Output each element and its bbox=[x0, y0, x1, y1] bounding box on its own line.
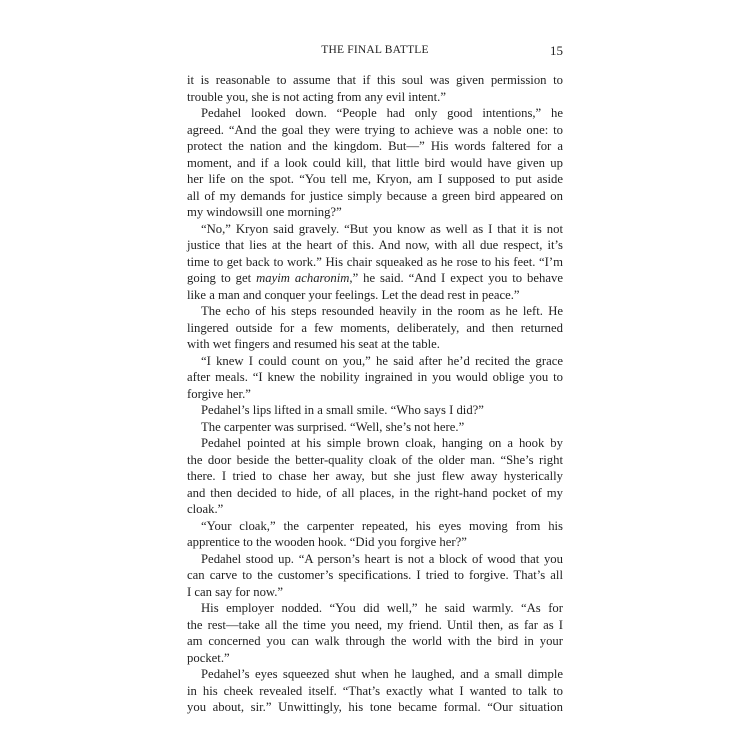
text-segment: going to get bbox=[187, 271, 257, 285]
text-line: Pedahel pointed at his simple brown cloak, hanging on a hook by bbox=[201, 436, 563, 450]
text-line: with wet fingers and resumed his seat at the table. bbox=[187, 337, 440, 351]
text-line: cloak.” bbox=[187, 502, 224, 516]
paragraph bbox=[187, 402, 563, 419]
text-line: you about, sir.” Unwittingly, his tone became formal. “Our situation bbox=[187, 700, 563, 714]
text-segment: ,” he said. “And I expect you to behave bbox=[349, 271, 563, 285]
text-line: forgive her.” bbox=[187, 386, 251, 401]
text-line: the door beside the better-quality cloak of the older man. “She’s right bbox=[187, 452, 563, 467]
text-line: can carve to the customer’s specifications. I tried to forgive. That’s all bbox=[187, 568, 563, 582]
text-line: Pedahel’s eyes squeezed shut when he laughed, and a small dimple bbox=[201, 667, 563, 681]
text-line: my windowsill one morning?” bbox=[187, 205, 342, 219]
text-line: protect the nation and the kingdom. But—” His words faltered for a bbox=[187, 139, 563, 153]
text-line: trouble you, she is not acting from any evil intent.” bbox=[187, 89, 446, 104]
paragraph bbox=[187, 105, 563, 221]
text-line: time to get back to work.” His chair squeaked as he rose to his feet. “I’m bbox=[187, 254, 563, 269]
text-line: her life on the spot. “You tell me, Kryon, am I supposed to put aside bbox=[187, 172, 563, 186]
text-line: Pedahel stood up. “A person’s heart is not a block of wood that you bbox=[201, 551, 563, 566]
text-line: like a man and conquer your feelings. Let the dead rest in peace.” bbox=[187, 287, 520, 302]
text-line: in his cheek revealed itself. “That’s exactly what I wanted to talk to bbox=[187, 683, 563, 698]
text-line: The carpenter was surprised. “Well, she’s not here.” bbox=[201, 419, 465, 434]
text-line: after meals. “I knew the nobility ingrained in you would oblige you to bbox=[187, 370, 563, 384]
text-line: am concerned you can walk through the world with the bird in your bbox=[187, 634, 563, 648]
paragraph bbox=[187, 353, 563, 403]
text-line: all of my demands for justice simply because a green bird appeared on bbox=[187, 188, 563, 203]
text-line: “No,” Kryon said gravely. “But you know as well as I that it is not bbox=[201, 221, 563, 236]
text-line: and then decided to hide, of all places, in the right-hand pocket of my bbox=[187, 485, 563, 500]
paragraph bbox=[187, 600, 563, 666]
italic-term: mayim acharonim bbox=[256, 271, 350, 285]
running-title: THE FINAL BATTLE bbox=[321, 44, 429, 56]
paragraph bbox=[187, 72, 563, 105]
text-line: moment, and if a look could kill, that little bird would have given up bbox=[187, 155, 563, 170]
page-number: 15 bbox=[550, 43, 563, 58]
paragraph bbox=[187, 518, 563, 551]
text-line: justice that lies at the heart of this. And now, with all due respect, it’s bbox=[187, 238, 563, 252]
text-line: Pedahel looked down. “People had only good intentions,” he bbox=[201, 106, 563, 120]
text-line: “Your cloak,” the carpenter repeated, his eyes moving from his bbox=[201, 518, 563, 533]
text-line: His employer nodded. “You did well,” he said warmly. “As for bbox=[201, 601, 563, 615]
text-line bbox=[187, 270, 563, 287]
text-line: agreed. “And the goal they were trying to achieve was a noble one: to bbox=[187, 122, 563, 137]
text-line: pocket.” bbox=[187, 650, 230, 665]
page-body-text bbox=[187, 72, 563, 716]
text-line: apprentice to the wooden hook. “Did you forgive her?” bbox=[187, 535, 467, 549]
text-line: there. I tried to chase her away, but she just flew away hysterically bbox=[187, 469, 563, 483]
text-line: the rest—take all the time you need, my friend. Until then, as far as I bbox=[187, 617, 563, 632]
text-line: The echo of his steps resounded heavily in the room as he left. He bbox=[201, 304, 563, 318]
paragraph bbox=[187, 435, 563, 518]
paragraph bbox=[187, 666, 563, 716]
running-header bbox=[187, 44, 563, 60]
text-line: it is reasonable to assume that if this soul was given permission to bbox=[187, 73, 563, 87]
text-line: Pedahel’s lips lifted in a small smile. “Who says I did?” bbox=[201, 403, 484, 417]
paragraph bbox=[187, 419, 563, 436]
text-line: I can say for now.” bbox=[187, 584, 284, 599]
text-line: “I knew I could count on you,” he said after he’d recited the grace bbox=[201, 353, 563, 368]
paragraph bbox=[187, 221, 563, 304]
text-line: lingered outside for a few moments, deliberately, and then returned bbox=[187, 320, 563, 335]
paragraph bbox=[187, 303, 563, 353]
paragraph bbox=[187, 551, 563, 601]
